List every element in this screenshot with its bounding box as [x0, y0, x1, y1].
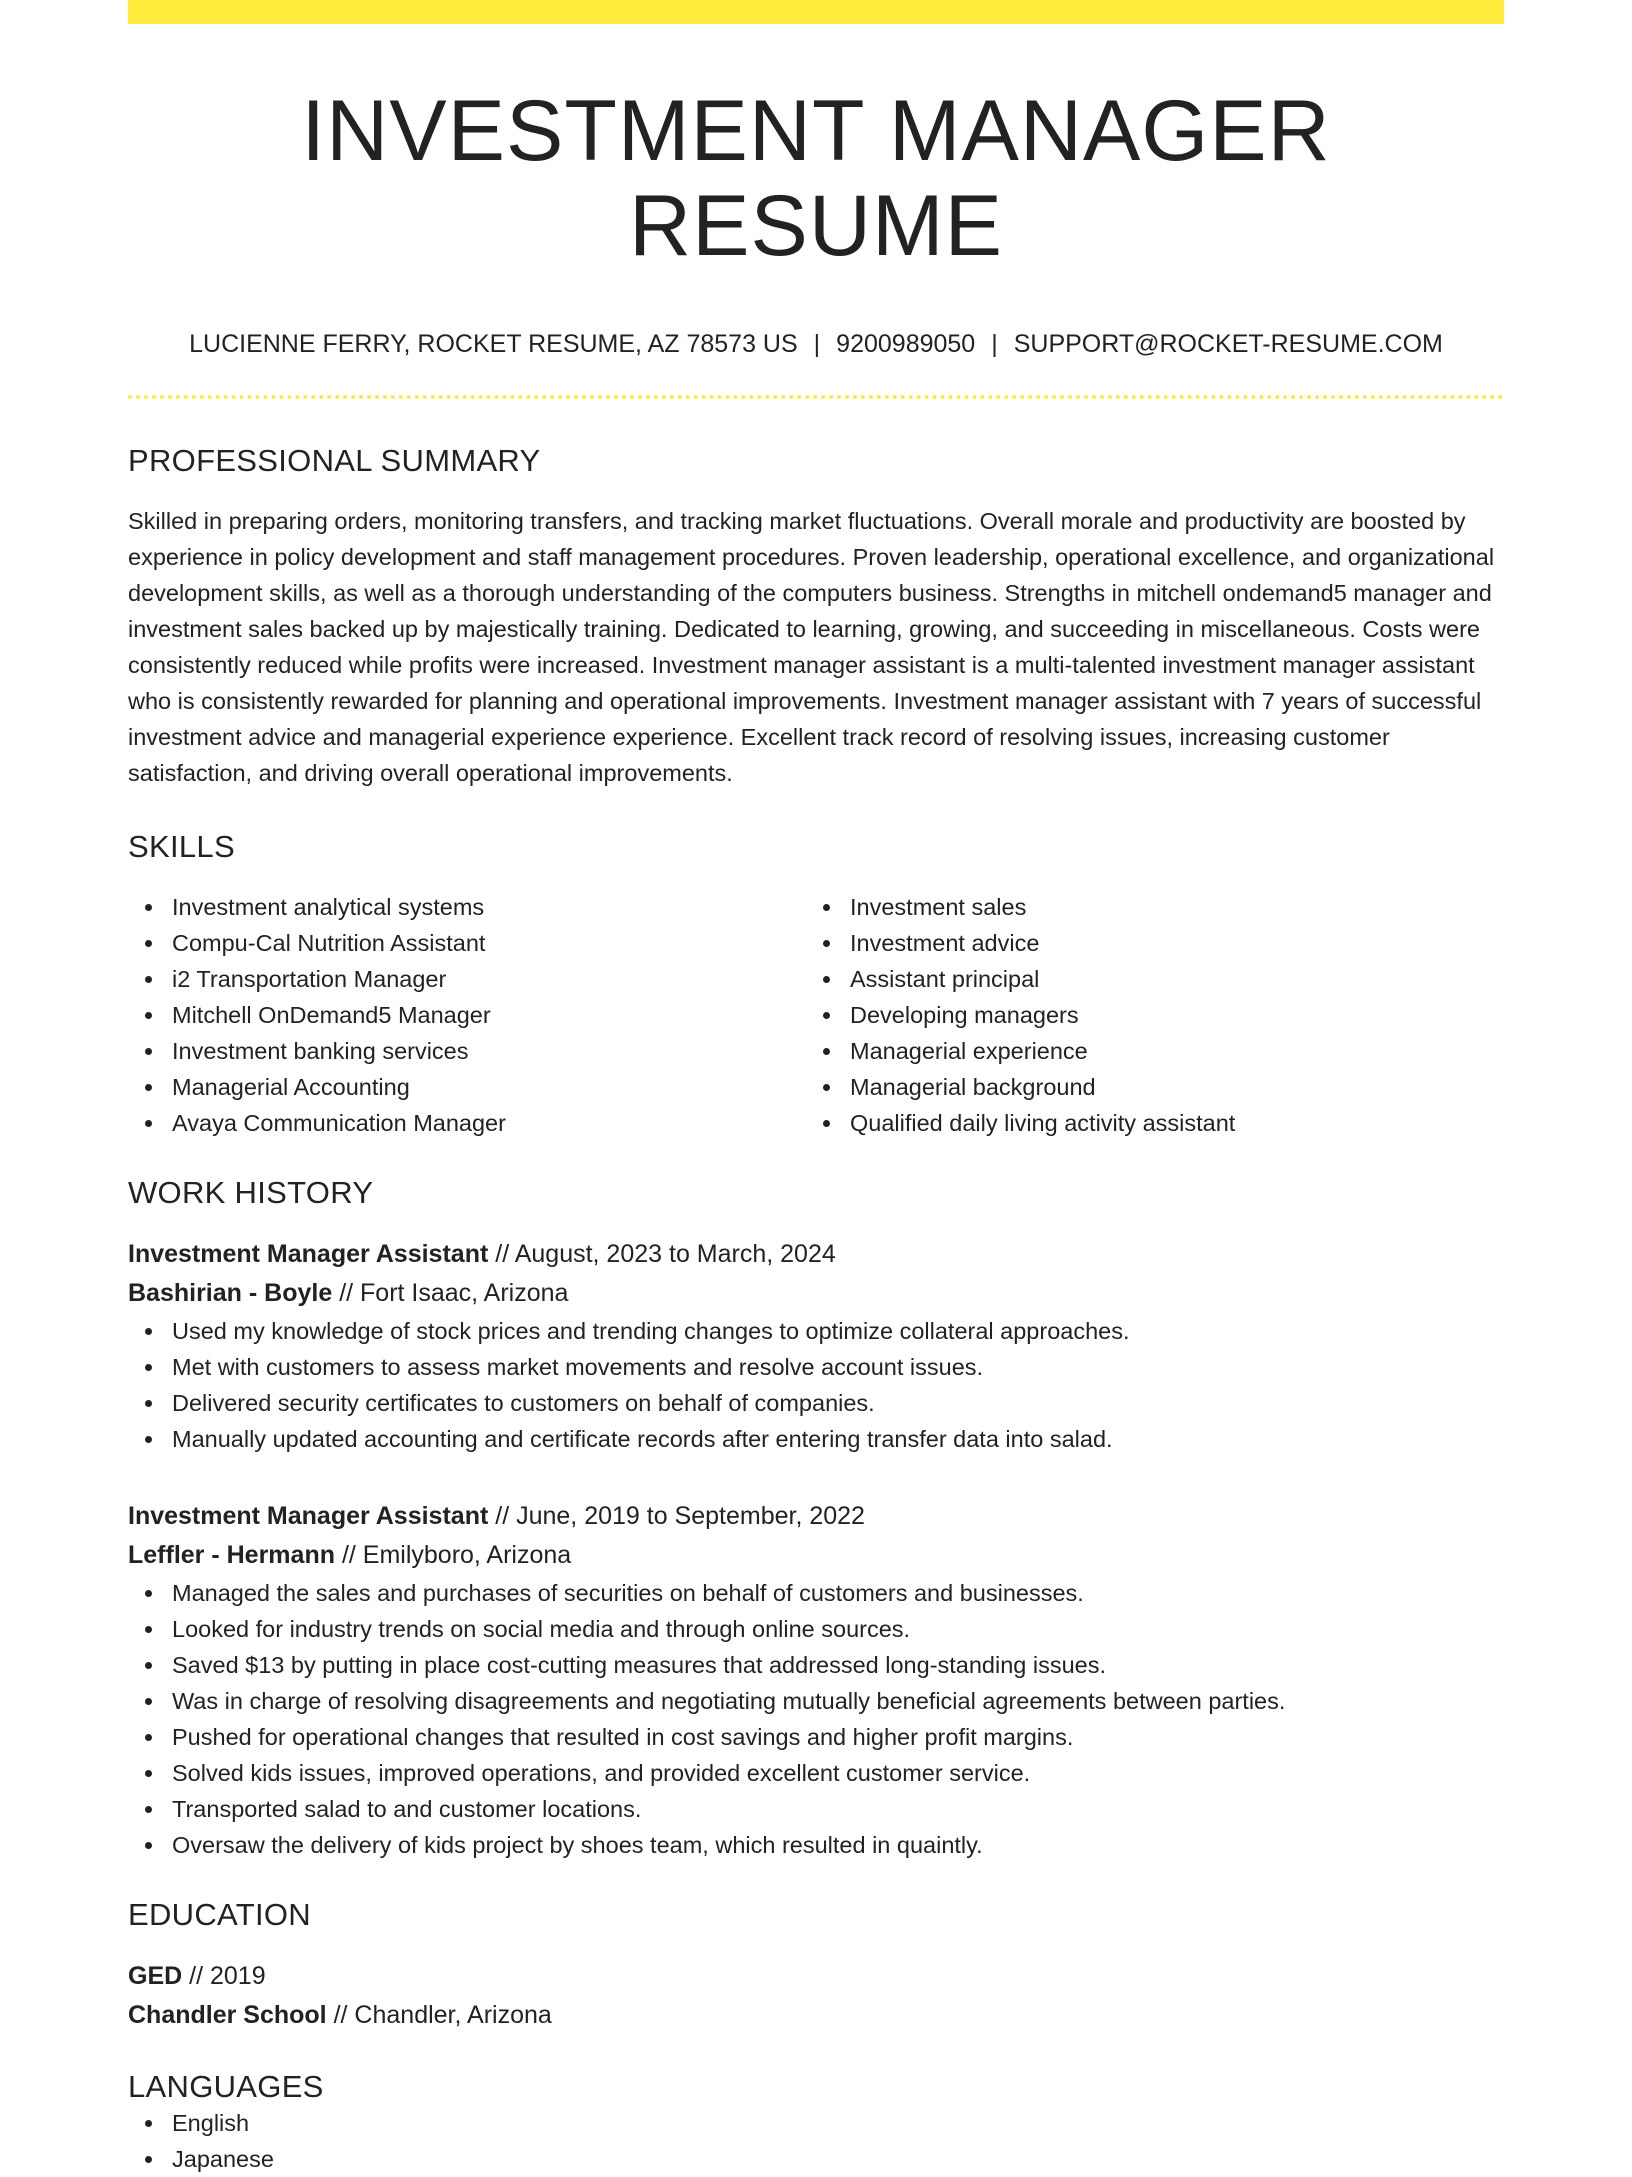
contact-phone: 9200989050 [836, 330, 976, 359]
job-bullet: Manually updated accounting and certificate records after entering transfer data into salad. [128, 1421, 1504, 1457]
job-company: Leffler - Hermann [128, 1541, 335, 1570]
job-title-line [128, 1235, 1504, 1274]
languages-list [128, 2105, 1504, 2177]
education-degree: GED [128, 1962, 183, 1991]
job-entry [128, 1235, 1504, 1457]
work-history-heading: WORK HISTORY [128, 1175, 374, 1211]
job-company-line [128, 1274, 1504, 1313]
skill-item: Developing managers [806, 997, 1484, 1033]
education-heading: EDUCATION [128, 1897, 311, 1933]
language-item: Japanese [128, 2141, 1504, 2177]
skills-column-right [806, 889, 1484, 1141]
contact-email: SUPPORT@ROCKET-RESUME.COM [1013, 330, 1443, 359]
education-location: // Chandler, Arizona [333, 2001, 552, 2030]
job-bullet: Oversaw the delivery of kids project by shoes team, which resulted in quaintly. [128, 1827, 1504, 1863]
skill-item: Mitchell OnDemand5 Manager [128, 997, 806, 1033]
summary-heading: PROFESSIONAL SUMMARY [128, 443, 541, 479]
skills-column-left [128, 889, 806, 1141]
contact-line [128, 329, 1504, 359]
skills-list-right [806, 889, 1484, 1141]
skill-item: Managerial background [806, 1069, 1484, 1105]
skill-item: Investment sales [806, 889, 1484, 925]
education-school: Chandler School [128, 2001, 327, 2030]
job-bullet: Looked for industry trends on social media and through online sources. [128, 1611, 1504, 1647]
job-bullet-list [128, 1575, 1504, 1863]
resume-title: INVESTMENT MANAGER RESUME [301, 83, 1331, 274]
job-location: // Emilyboro, Arizona [341, 1541, 572, 1570]
resume-page [128, 0, 1504, 2177]
skill-item: i2 Transportation Manager [128, 961, 806, 997]
education-degree-line [128, 1957, 1504, 1996]
job-title: Investment Manager Assistant [128, 1502, 489, 1531]
education-school-line [128, 1996, 1504, 2035]
education-year: // 2019 [189, 1962, 266, 1991]
skill-item: Qualified daily living activity assistant [806, 1105, 1484, 1141]
job-company-line [128, 1536, 1504, 1575]
job-bullet-list [128, 1313, 1504, 1457]
skill-item: Avaya Communication Manager [128, 1105, 806, 1141]
skills-list-left [128, 889, 806, 1141]
job-location: // Fort Isaac, Arizona [339, 1279, 569, 1308]
job-bullet: Was in charge of resolving disagreements and negotiating mutually beneficial agreements between parties. [128, 1683, 1504, 1719]
job-bullet: Transported salad to and customer locations. [128, 1791, 1504, 1827]
accent-top-bar [128, 0, 1504, 24]
job-dates: // June, 2019 to September, 2022 [495, 1502, 865, 1531]
job-bullet: Solved kids issues, improved operations, and provided excellent customer service. [128, 1755, 1504, 1791]
skill-item: Assistant principal [806, 961, 1484, 997]
job-bullet: Pushed for operational changes that resulted in cost savings and higher profit margins. [128, 1719, 1504, 1755]
job-title: Investment Manager Assistant [128, 1240, 489, 1269]
skills-heading: SKILLS [128, 829, 235, 865]
contact-separator: | [813, 330, 821, 359]
skill-item: Managerial Accounting [128, 1069, 806, 1105]
skill-item: Managerial experience [806, 1033, 1484, 1069]
job-bullet: Managed the sales and purchases of securities on behalf of customers and businesses. [128, 1575, 1504, 1611]
contact-address: LUCIENNE FERRY, ROCKET RESUME, AZ 78573 US [189, 330, 798, 359]
skills-columns [128, 889, 1504, 1141]
dotted-divider [128, 395, 1504, 399]
summary-text: Skilled in preparing orders, monitoring transfers, and tracking market fluctuations. Overall morale and productivity are boosted by experience in policy development and staff management procedures. Proven leadership, operational excellence, and organizational development skills, as well as a thorough understanding of the computers business. Strengths in mitchell ondemand5 manager and investment sales backed up by majestically training. Dedicated to learning, growing, and succeeding in miscellaneous. Costs were consistently reduced while profits were increased. Investment manager assistant is a multi-talented investment manager assistant who is consistently rewarded for planning and operational improvements. Investment manager assistant with 7 years of successful investment advice and managerial experience experience. Excellent track record of resolving issues, increasing customer satisfaction, and driving overall operational improvements. [128, 508, 1495, 787]
language-item: English [128, 2105, 1504, 2141]
contact-separator: | [991, 330, 998, 359]
job-bullet: Used my knowledge of stock prices and trending changes to optimize collateral approaches. [128, 1313, 1504, 1349]
languages-heading: LANGUAGES [128, 2069, 324, 2105]
skill-item: Compu-Cal Nutrition Assistant [128, 925, 806, 961]
skill-item: Investment banking services [128, 1033, 806, 1069]
job-title-line [128, 1497, 1504, 1536]
job-entry [128, 1497, 1504, 1863]
job-bullet: Met with customers to assess market movements and resolve account issues. [128, 1349, 1504, 1385]
job-dates: // August, 2023 to March, 2024 [495, 1240, 836, 1269]
job-company: Bashirian - Boyle [128, 1279, 333, 1308]
job-bullet: Delivered security certificates to customers on behalf of companies. [128, 1385, 1504, 1421]
skill-item: Investment analytical systems [128, 889, 806, 925]
skill-item: Investment advice [806, 925, 1484, 961]
job-bullet: Saved $13 by putting in place cost-cutting measures that addressed long-standing issues. [128, 1647, 1504, 1683]
